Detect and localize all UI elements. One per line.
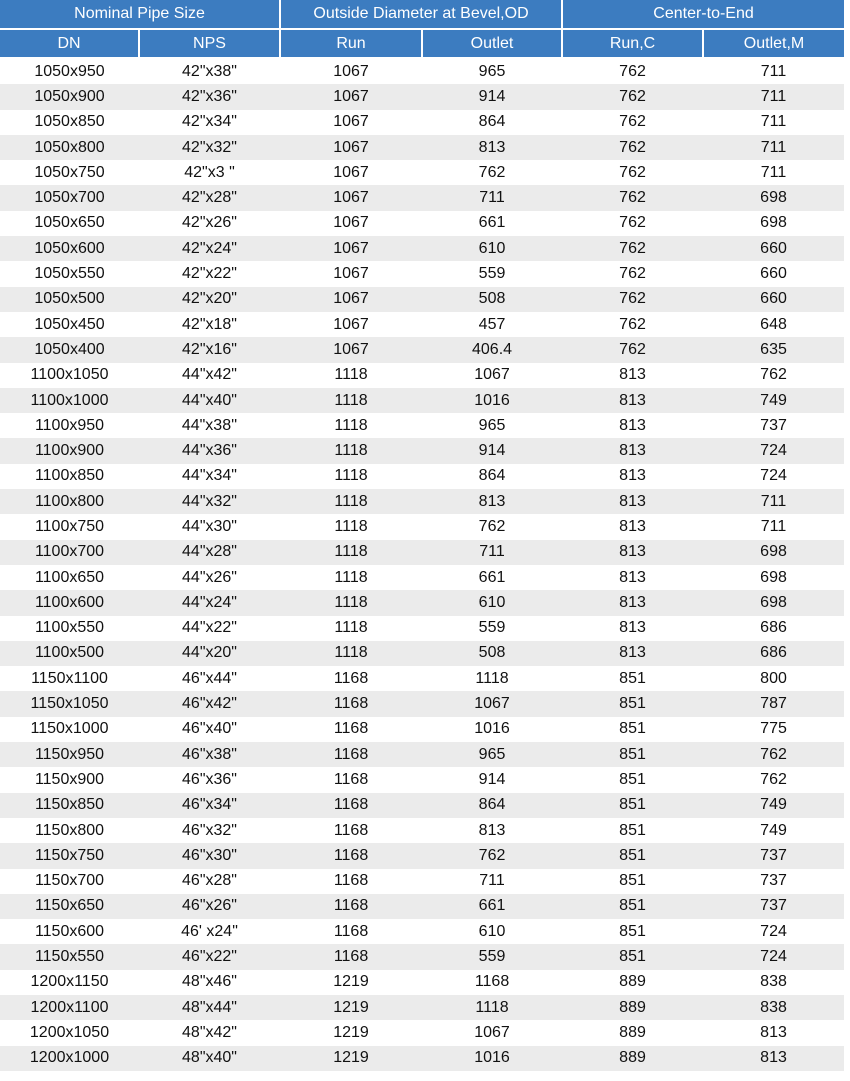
header-column-row [0, 29, 844, 58]
cell-run-c: 762 [562, 185, 703, 210]
cell-nps: 42"x3 " [139, 160, 280, 185]
cell-nps: 48"x46" [139, 970, 280, 995]
cell-outlet: 1067 [422, 1020, 562, 1045]
table-row [0, 489, 844, 514]
cell-nps: 46"x30" [139, 843, 280, 868]
cell-outlet: 1016 [422, 717, 562, 742]
cell-outlet-m: 660 [703, 287, 844, 312]
table-row [0, 413, 844, 438]
cell-outlet: 965 [422, 58, 562, 84]
table-row [0, 312, 844, 337]
cell-dn: 1100x900 [0, 438, 139, 463]
cell-outlet: 508 [422, 641, 562, 666]
cell-nps: 44"x38'' [139, 413, 280, 438]
table-row [0, 843, 844, 868]
cell-outlet-m: 711 [703, 110, 844, 135]
cell-run-c: 813 [562, 565, 703, 590]
cell-dn: 1100x800 [0, 489, 139, 514]
cell-run-c: 813 [562, 438, 703, 463]
table-row [0, 438, 844, 463]
cell-nps: 46"x26" [139, 894, 280, 919]
column-header-nps: NPS [139, 29, 280, 58]
cell-dn: 1050x650 [0, 211, 139, 236]
column-header-run: Run [280, 29, 422, 58]
cell-run-c: 762 [562, 236, 703, 261]
cell-run: 1168 [280, 818, 422, 843]
cell-nps: 46"x38" [139, 742, 280, 767]
table-header [0, 0, 844, 58]
cell-outlet: 711 [422, 869, 562, 894]
cell-nps: 42"x22" [139, 261, 280, 286]
cell-outlet-m: 711 [703, 84, 844, 109]
cell-run: 1118 [280, 363, 422, 388]
cell-nps: 46' x24" [139, 919, 280, 944]
cell-dn: 1150x650 [0, 894, 139, 919]
cell-outlet-m: 686 [703, 641, 844, 666]
cell-run-c: 762 [562, 160, 703, 185]
cell-nps: 44"x26" [139, 565, 280, 590]
cell-outlet-m: 686 [703, 616, 844, 641]
cell-nps: 46"x34" [139, 793, 280, 818]
cell-dn: 1150x1050 [0, 691, 139, 716]
cell-run-c: 851 [562, 869, 703, 894]
cell-dn: 1150x800 [0, 818, 139, 843]
cell-dn: 1050x750 [0, 160, 139, 185]
table-row [0, 388, 844, 413]
cell-nps: 44"x32" [139, 489, 280, 514]
cell-nps: 48"x40" [139, 1046, 280, 1071]
cell-dn: 1200x1050 [0, 1020, 139, 1045]
column-header-dn: DN [0, 29, 139, 58]
header-group-nominal-pipe-size: Nominal Pipe Size [0, 0, 280, 29]
cell-nps: 44"x40" [139, 388, 280, 413]
cell-dn: 1050x450 [0, 312, 139, 337]
table-row [0, 160, 844, 185]
cell-run-c: 762 [562, 135, 703, 160]
cell-run-c: 851 [562, 742, 703, 767]
cell-outlet: 508 [422, 287, 562, 312]
cell-outlet: 1118 [422, 995, 562, 1020]
cell-dn: 1150x550 [0, 944, 139, 969]
cell-run: 1219 [280, 970, 422, 995]
cell-run-c: 813 [562, 388, 703, 413]
cell-run-c: 851 [562, 919, 703, 944]
cell-outlet-m: 724 [703, 919, 844, 944]
table-row [0, 894, 844, 919]
cell-dn: 1200x1100 [0, 995, 139, 1020]
table-row [0, 337, 844, 362]
cell-nps: 46"x36" [139, 767, 280, 792]
cell-outlet: 1016 [422, 1046, 562, 1071]
cell-outlet-m: 838 [703, 995, 844, 1020]
cell-outlet-m: 711 [703, 489, 844, 514]
table-row [0, 110, 844, 135]
table-row [0, 616, 844, 641]
cell-run-c: 813 [562, 641, 703, 666]
cell-nps: 42"x36" [139, 84, 280, 109]
cell-run-c: 851 [562, 666, 703, 691]
cell-nps: 42"x16" [139, 337, 280, 362]
cell-outlet-m: 698 [703, 540, 844, 565]
cell-run: 1067 [280, 84, 422, 109]
cell-outlet-m: 775 [703, 717, 844, 742]
cell-run-c: 851 [562, 691, 703, 716]
cell-outlet-m: 698 [703, 590, 844, 615]
cell-dn: 1100x850 [0, 464, 139, 489]
cell-outlet: 864 [422, 110, 562, 135]
cell-run: 1168 [280, 944, 422, 969]
table-row [0, 717, 844, 742]
cell-outlet: 610 [422, 590, 562, 615]
cell-dn: 1100x650 [0, 565, 139, 590]
table-row [0, 1020, 844, 1045]
cell-run: 1219 [280, 1020, 422, 1045]
table-row [0, 641, 844, 666]
cell-nps: 46"x22" [139, 944, 280, 969]
table-row [0, 995, 844, 1020]
cell-run-c: 889 [562, 970, 703, 995]
cell-run-c: 813 [562, 413, 703, 438]
cell-dn: 1100x750 [0, 514, 139, 539]
cell-dn: 1050x550 [0, 261, 139, 286]
table-row [0, 1046, 844, 1071]
table-row [0, 211, 844, 236]
cell-outlet-m: 711 [703, 160, 844, 185]
cell-run-c: 813 [562, 540, 703, 565]
cell-dn: 1100x500 [0, 641, 139, 666]
table-row [0, 869, 844, 894]
cell-outlet: 1067 [422, 363, 562, 388]
cell-outlet-m: 800 [703, 666, 844, 691]
table-row [0, 84, 844, 109]
cell-outlet: 762 [422, 160, 562, 185]
cell-nps: 42"x26" [139, 211, 280, 236]
cell-run-c: 813 [562, 514, 703, 539]
cell-outlet: 813 [422, 818, 562, 843]
cell-nps: 44"x36" [139, 438, 280, 463]
cell-dn: 1050x800 [0, 135, 139, 160]
table-row [0, 793, 844, 818]
cell-run-c: 851 [562, 767, 703, 792]
cell-outlet-m: 737 [703, 843, 844, 868]
table-row [0, 514, 844, 539]
cell-run-c: 813 [562, 489, 703, 514]
cell-run: 1118 [280, 514, 422, 539]
table-row [0, 691, 844, 716]
cell-nps: 42"x20" [139, 287, 280, 312]
cell-outlet: 1067 [422, 691, 562, 716]
column-header-run-c: Run,C [562, 29, 703, 58]
cell-nps: 42"x24" [139, 236, 280, 261]
cell-run: 1118 [280, 489, 422, 514]
cell-outlet: 965 [422, 413, 562, 438]
cell-outlet: 1118 [422, 666, 562, 691]
cell-outlet-m: 737 [703, 869, 844, 894]
table-row [0, 135, 844, 160]
cell-run-c: 889 [562, 1020, 703, 1045]
cell-run: 1067 [280, 185, 422, 210]
cell-nps: 44"x30" [139, 514, 280, 539]
cell-run: 1118 [280, 413, 422, 438]
header-group-outside-diameter: Outside Diameter at Bevel,OD [280, 0, 562, 29]
cell-outlet: 914 [422, 438, 562, 463]
cell-nps: 46"x40" [139, 717, 280, 742]
table-row [0, 540, 844, 565]
cell-outlet-m: 762 [703, 742, 844, 767]
cell-run: 1067 [280, 236, 422, 261]
cell-outlet-m: 787 [703, 691, 844, 716]
cell-run: 1067 [280, 287, 422, 312]
cell-nps: 42"x18" [139, 312, 280, 337]
cell-run-c: 762 [562, 312, 703, 337]
table-row [0, 363, 844, 388]
cell-dn: 1050x400 [0, 337, 139, 362]
cell-run: 1067 [280, 337, 422, 362]
cell-run: 1118 [280, 641, 422, 666]
cell-run-c: 851 [562, 894, 703, 919]
table-row [0, 261, 844, 286]
cell-run-c: 813 [562, 616, 703, 641]
cell-nps: 42"x32" [139, 135, 280, 160]
cell-outlet: 914 [422, 84, 562, 109]
cell-outlet: 1168 [422, 970, 562, 995]
cell-dn: 1100x950 [0, 413, 139, 438]
cell-nps: 46"x44" [139, 666, 280, 691]
cell-dn: 1050x600 [0, 236, 139, 261]
cell-nps: 44"x28" [139, 540, 280, 565]
table-row [0, 944, 844, 969]
cell-run-c: 851 [562, 818, 703, 843]
cell-run: 1118 [280, 540, 422, 565]
cell-run: 1168 [280, 843, 422, 868]
cell-run-c: 762 [562, 261, 703, 286]
cell-dn: 1150x900 [0, 767, 139, 792]
cell-run-c: 851 [562, 944, 703, 969]
cell-nps: 44"x42" [139, 363, 280, 388]
cell-dn: 1100x600 [0, 590, 139, 615]
cell-outlet-m: 749 [703, 818, 844, 843]
cell-outlet: 813 [422, 135, 562, 160]
cell-run: 1118 [280, 616, 422, 641]
cell-run: 1168 [280, 767, 422, 792]
cell-outlet-m: 749 [703, 793, 844, 818]
cell-run: 1168 [280, 742, 422, 767]
cell-dn: 1100x550 [0, 616, 139, 641]
cell-outlet-m: 711 [703, 58, 844, 84]
cell-run-c: 851 [562, 843, 703, 868]
cell-outlet: 711 [422, 540, 562, 565]
cell-outlet: 1016 [422, 388, 562, 413]
cell-nps: 42"x34" [139, 110, 280, 135]
table-row [0, 919, 844, 944]
table-row [0, 185, 844, 210]
cell-outlet-m: 660 [703, 261, 844, 286]
cell-run-c: 762 [562, 110, 703, 135]
table-row [0, 58, 844, 84]
cell-dn: 1150x700 [0, 869, 139, 894]
table-row [0, 970, 844, 995]
cell-outlet: 661 [422, 211, 562, 236]
cell-run-c: 851 [562, 717, 703, 742]
cell-outlet: 762 [422, 843, 562, 868]
cell-nps: 48"x44" [139, 995, 280, 1020]
table-row [0, 287, 844, 312]
cell-run: 1168 [280, 691, 422, 716]
cell-dn: 1150x950 [0, 742, 139, 767]
cell-outlet-m: 635 [703, 337, 844, 362]
cell-run: 1168 [280, 717, 422, 742]
cell-dn: 1050x700 [0, 185, 139, 210]
cell-outlet: 559 [422, 616, 562, 641]
cell-run: 1168 [280, 869, 422, 894]
cell-outlet-m: 724 [703, 438, 844, 463]
cell-outlet-m: 660 [703, 236, 844, 261]
cell-outlet-m: 762 [703, 363, 844, 388]
cell-outlet: 914 [422, 767, 562, 792]
cell-outlet-m: 698 [703, 211, 844, 236]
cell-outlet: 610 [422, 919, 562, 944]
cell-run-c: 889 [562, 1046, 703, 1071]
cell-outlet-m: 762 [703, 767, 844, 792]
cell-outlet-m: 724 [703, 944, 844, 969]
cell-dn: 1150x750 [0, 843, 139, 868]
cell-run: 1118 [280, 464, 422, 489]
cell-run-c: 851 [562, 793, 703, 818]
table-row [0, 767, 844, 792]
cell-nps: 42"x38" [139, 58, 280, 84]
table-body [0, 58, 844, 1071]
column-header-outlet: Outlet [422, 29, 562, 58]
cell-outlet-m: 813 [703, 1020, 844, 1045]
cell-run: 1067 [280, 110, 422, 135]
cell-outlet-m: 711 [703, 135, 844, 160]
cell-run: 1067 [280, 312, 422, 337]
cell-dn: 1050x850 [0, 110, 139, 135]
cell-dn: 1200x1000 [0, 1046, 139, 1071]
cell-outlet: 711 [422, 185, 562, 210]
cell-outlet-m: 698 [703, 565, 844, 590]
cell-outlet-m: 648 [703, 312, 844, 337]
cell-nps: 46"x32" [139, 818, 280, 843]
cell-outlet: 457 [422, 312, 562, 337]
table-row [0, 666, 844, 691]
cell-outlet: 406.4 [422, 337, 562, 362]
cell-nps: 44"x20" [139, 641, 280, 666]
cell-run-c: 813 [562, 590, 703, 615]
cell-outlet: 965 [422, 742, 562, 767]
cell-dn: 1150x850 [0, 793, 139, 818]
cell-run: 1219 [280, 1046, 422, 1071]
cell-outlet-m: 813 [703, 1046, 844, 1071]
table-row [0, 236, 844, 261]
cell-dn: 1100x1050 [0, 363, 139, 388]
cell-run: 1118 [280, 565, 422, 590]
cell-outlet: 661 [422, 565, 562, 590]
cell-outlet-m: 737 [703, 894, 844, 919]
cell-outlet: 559 [422, 944, 562, 969]
cell-nps: 46"x28" [139, 869, 280, 894]
column-header-outlet-m: Outlet,M [703, 29, 844, 58]
table-row [0, 565, 844, 590]
cell-run: 1168 [280, 919, 422, 944]
cell-outlet-m: 711 [703, 514, 844, 539]
cell-run: 1168 [280, 793, 422, 818]
cell-run: 1118 [280, 590, 422, 615]
header-group-center-to-end: Center-to-End [562, 0, 844, 29]
cell-outlet: 661 [422, 894, 562, 919]
cell-run-c: 762 [562, 337, 703, 362]
cell-nps: 42"x28" [139, 185, 280, 210]
cell-nps: 44"x22" [139, 616, 280, 641]
cell-outlet-m: 724 [703, 464, 844, 489]
cell-dn: 1100x700 [0, 540, 139, 565]
cell-run-c: 813 [562, 363, 703, 388]
cell-run: 1067 [280, 160, 422, 185]
cell-run: 1067 [280, 58, 422, 84]
cell-outlet-m: 749 [703, 388, 844, 413]
cell-outlet: 864 [422, 793, 562, 818]
cell-run: 1067 [280, 135, 422, 160]
cell-dn: 1050x950 [0, 58, 139, 84]
cell-run: 1118 [280, 388, 422, 413]
cell-outlet: 864 [422, 464, 562, 489]
cell-dn: 1150x1000 [0, 717, 139, 742]
cell-outlet: 610 [422, 236, 562, 261]
cell-run-c: 813 [562, 464, 703, 489]
cell-nps: 44"x34" [139, 464, 280, 489]
cell-dn: 1150x1100 [0, 666, 139, 691]
table-row [0, 818, 844, 843]
table-row [0, 464, 844, 489]
cell-run: 1219 [280, 995, 422, 1020]
cell-run-c: 889 [562, 995, 703, 1020]
cell-run-c: 762 [562, 84, 703, 109]
table-row [0, 742, 844, 767]
cell-outlet: 559 [422, 261, 562, 286]
cell-nps: 44"x24" [139, 590, 280, 615]
cell-run-c: 762 [562, 211, 703, 236]
cell-run: 1067 [280, 261, 422, 286]
cell-dn: 1150x600 [0, 919, 139, 944]
cell-run-c: 762 [562, 287, 703, 312]
cell-outlet-m: 698 [703, 185, 844, 210]
cell-run: 1067 [280, 211, 422, 236]
cell-run: 1168 [280, 666, 422, 691]
cell-dn: 1100x1000 [0, 388, 139, 413]
cell-nps: 46"x42" [139, 691, 280, 716]
header-group-row [0, 0, 844, 29]
cell-nps: 48"x42" [139, 1020, 280, 1045]
cell-run: 1118 [280, 438, 422, 463]
cell-dn: 1200x1150 [0, 970, 139, 995]
cell-outlet-m: 838 [703, 970, 844, 995]
cell-dn: 1050x500 [0, 287, 139, 312]
cell-dn: 1050x900 [0, 84, 139, 109]
cell-outlet-m: 737 [703, 413, 844, 438]
cell-outlet: 813 [422, 489, 562, 514]
cell-run-c: 762 [562, 58, 703, 84]
cell-outlet: 762 [422, 514, 562, 539]
table-row [0, 590, 844, 615]
cell-run: 1168 [280, 894, 422, 919]
